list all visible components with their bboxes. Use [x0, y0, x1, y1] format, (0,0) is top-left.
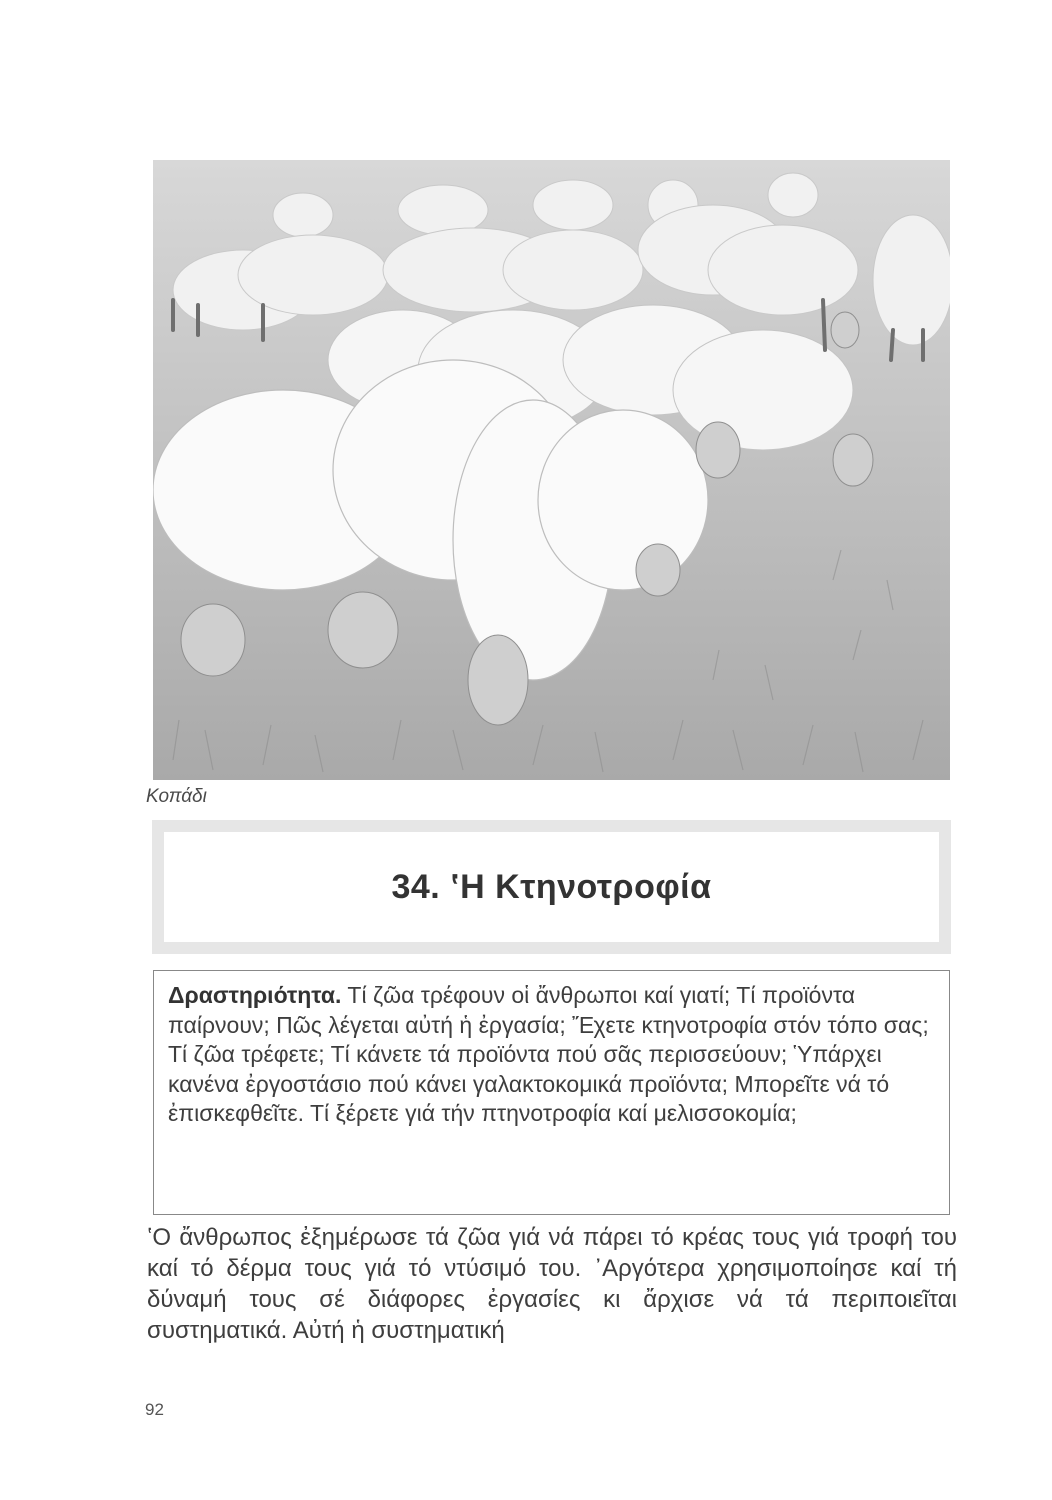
activity-text: Τί ζῶα τρέφουν οἱ ἄνθρωποι καί γιατί; Τί προϊόντα παίρνουν; Πῶς λέγεται αὐτή ἡ ἐργασία; Ἔχετε κτηνοτροφία στόν τόπο σας; Τί ζῶα τρέφετε; Τί κάνετε τά προϊόντα πού σᾶς περισσεύουν; Ὑπάρχει κανένα ἐργοστάσιο πού κάνει γαλακτοκομικά προϊόντα; Μπορεῖτε νά τό ἐπισκεφθεῖτε. Τί ξέρετε γιά τήν πτηνοτροφία καί μελισσοκομία;	[168, 982, 929, 1126]
chapter-title-frame	[152, 820, 951, 954]
photo-caption: Κοπάδι	[146, 786, 207, 807]
activity-box	[153, 970, 950, 1215]
activity-label: Δραστηριότητα.	[168, 982, 342, 1008]
sheep-flock-photo	[153, 160, 950, 780]
page-number: 92	[145, 1400, 164, 1419]
chapter-title-inner	[164, 832, 939, 942]
body-paragraph: ʽΟ ἄνθρωπος ἐξημέρωσε τά ζῶα γιά νά πάρει τό κρέας τους γιά τροφή του καί τό δέρμα τους γιά τό ντύσιμό του. ᾿Αργότερα χρησιμοποίησε καί τή δύναμή τους σέ διάφορες ἐργασίες κι ἄρχισε νά τά περιποιεῖται συστηματικά. Αὐτή ἡ συστηματική	[147, 1224, 957, 1344]
chapter-title: 34. ʽΗ Κτηνοτροφία	[391, 867, 712, 906]
sheep-icon	[153, 160, 950, 780]
